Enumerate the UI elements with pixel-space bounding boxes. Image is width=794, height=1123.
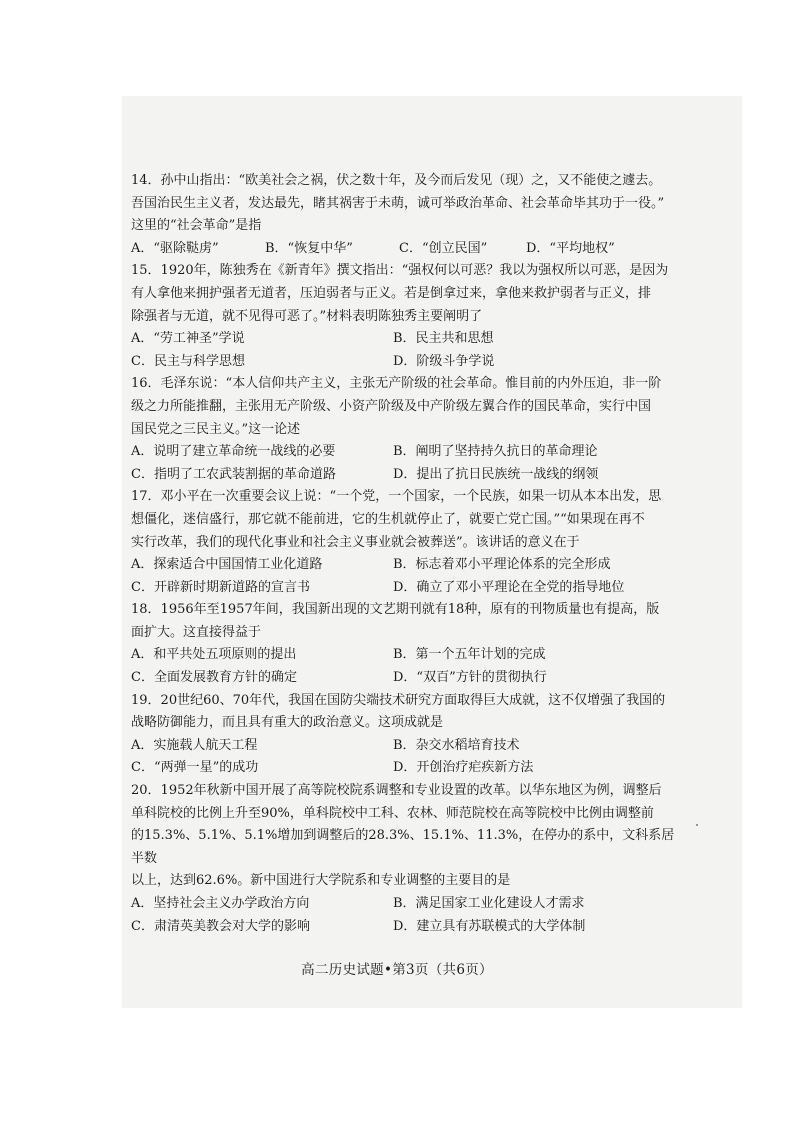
question-stem-line: 15．1920年，陈独秀在《新青年》撰文指出：“强权何以可恶？我以为强权所以可恶，是因为 (131, 263, 669, 279)
question-19 (131, 690, 676, 780)
question-14 (131, 170, 676, 260)
option-b: B．杂交水稻培育技术 (393, 737, 520, 753)
options-row (131, 554, 676, 577)
options-row (131, 328, 676, 351)
question-20 (131, 780, 676, 938)
question-stem-line: 这里的“社会革命”是指 (131, 218, 262, 234)
option-d: D．提出了抗日民族统一战线的纲领 (393, 466, 599, 482)
question-stem-line: 国民党之三民主义。”这一论述 (131, 421, 301, 437)
option-a: A．和平共处五项原则的提出 (131, 647, 297, 663)
question-stem-line: 14．孙中山指出：“欧美社会之祸，伏之数十年，及今而后发见（现）之，又不能使之遽去。 (131, 173, 662, 188)
options-row (131, 644, 676, 667)
option-a: A．说明了建立革命统一战线的必要 (131, 444, 336, 460)
option-d: D．建立具有苏联模式的大学体制 (393, 918, 586, 934)
question-stem-line: 实行改革，我们的现代化事业和社会主义事业就会被葬送”。该讲话的意义在于 (131, 534, 580, 550)
option-a: A．探索适合中国国情工业化道路 (131, 557, 323, 573)
option-b: B．“恢复中华” (265, 240, 353, 256)
option-d: D．阶级斗争学说 (393, 353, 495, 369)
option-d: D．确立了邓小平理论在全党的指导地位 (393, 579, 625, 595)
option-d: D．开创治疗疟疾新方法 (393, 760, 534, 776)
option-d: D．“平均地权” (526, 240, 615, 256)
option-d: D．“双百”方针的贯彻执行 (393, 670, 547, 686)
option-c: C．指明了工农武装割据的革命道路 (131, 466, 336, 482)
option-c: C．“创立民国” (399, 240, 488, 256)
option-c: C．肃清英美教会对大学的影响 (131, 918, 310, 934)
options-row (131, 893, 676, 916)
option-b: B．标志着邓小平理论体系的完全形成 (393, 557, 611, 573)
question-stem-line: 18．1956年至1957年间，我国新出现的文艺期刊就有18种，原有的刊物质量也有提高，版 (131, 602, 660, 618)
options-row (131, 916, 676, 939)
option-a: A．实施载人航天工程 (131, 737, 258, 753)
question-stem-line: 20．1952年秋新中国开展了高等院校院系调整和专业设置的改革。以华东地区为例，调整后 (131, 783, 662, 799)
question-stem-line: 面扩大。这直接得益于 (131, 624, 262, 640)
question-stem-line: 单科院校的比例上升至90%，单科院校中工科、农林、师范院校在高等院校中比例由调整前 (131, 805, 654, 821)
question-15 (131, 260, 676, 373)
options-row (131, 441, 676, 464)
options-row (131, 577, 676, 600)
options-row (131, 238, 676, 261)
question-17 (131, 486, 676, 599)
options-row (131, 667, 676, 690)
question-stem-line: 吾国治民生主义者，发达最先，睹其祸害于未萌，诚可举政治革命、社会革命毕其功于一役。” (131, 195, 665, 211)
question-stem-line: 以上，达到62.6%。新中国进行大学院系和专业调整的主要目的是 (131, 873, 511, 889)
question-stem-line: 除强者与无道，就不见得可恶了。”材料表明陈独秀主要阐明了 (131, 308, 483, 324)
options-row (131, 735, 676, 758)
option-b: B．民主共和思想 (393, 331, 494, 347)
question-16 (131, 373, 676, 486)
question-stem-line: 想僵化，迷信盛行，那它就不能前进，它的生机就停止了，就要亡党亡国。”“如果现在再不 (131, 511, 645, 527)
option-a: A．坚持社会主义办学政治方向 (131, 896, 310, 911)
options-row (131, 351, 676, 374)
option-a: A．“劳工神圣”学说 (131, 331, 245, 347)
question-stem-line: 有人拿他来拥护强者无道者，压迫弱者与正义。若是倒拿过来，拿他来救护弱者与正义，排 (131, 285, 652, 301)
question-stem-line: 16．毛泽东说：“本人信仰共产主义，主张无产阶级的社会革命。惟目前的内外压迫，非一阶 (131, 376, 662, 392)
question-stem-line: 战略防御能力，而且具有重大的政治意义。这项成就是 (131, 715, 444, 731)
option-b: B．满足国家工业化建设人才需求 (393, 896, 585, 911)
option-c: C．“两弹一星”的成功 (131, 760, 259, 776)
question-stem-line: 级之力所能推翻，主张用无产阶级、小资产阶级及中产阶级左翼合作的国民革命，实行中国 (131, 398, 652, 414)
page-footer: 高二历史试题•第3页（共6页） (301, 962, 493, 978)
options-row (131, 757, 676, 780)
option-b: B．阐明了坚持持久抗日的革命理论 (393, 444, 598, 460)
question-stem-line: 17．邓小平在一次重要会议上说：“一个党，一个国家，一个民族，如果一切从本本出发，思 (131, 489, 662, 505)
scan-speck (696, 824, 698, 826)
question-list (131, 170, 676, 938)
question-stem-line: 19．20世纪60、70年代，我国在国防尖端技术研究方面取得巨大成就，这不仅增强了我国的 (131, 692, 666, 708)
option-c: C．开辟新时期新道路的宣言书 (131, 579, 310, 595)
option-a: A．“驱除鞑虏” (131, 240, 219, 256)
question-18 (131, 599, 676, 689)
option-c: C．全面发展教育方针的确定 (131, 670, 297, 686)
option-b: B．第一个五年计划的完成 (393, 647, 546, 663)
options-row (131, 464, 676, 487)
option-c: C．民主与科学思想 (131, 353, 245, 369)
question-stem-line: 的15.3%、5.1%、5.1%增加到调整后的28.3%、15.1%、11.3%，在停办的系中，文科系居半数 (131, 828, 675, 866)
